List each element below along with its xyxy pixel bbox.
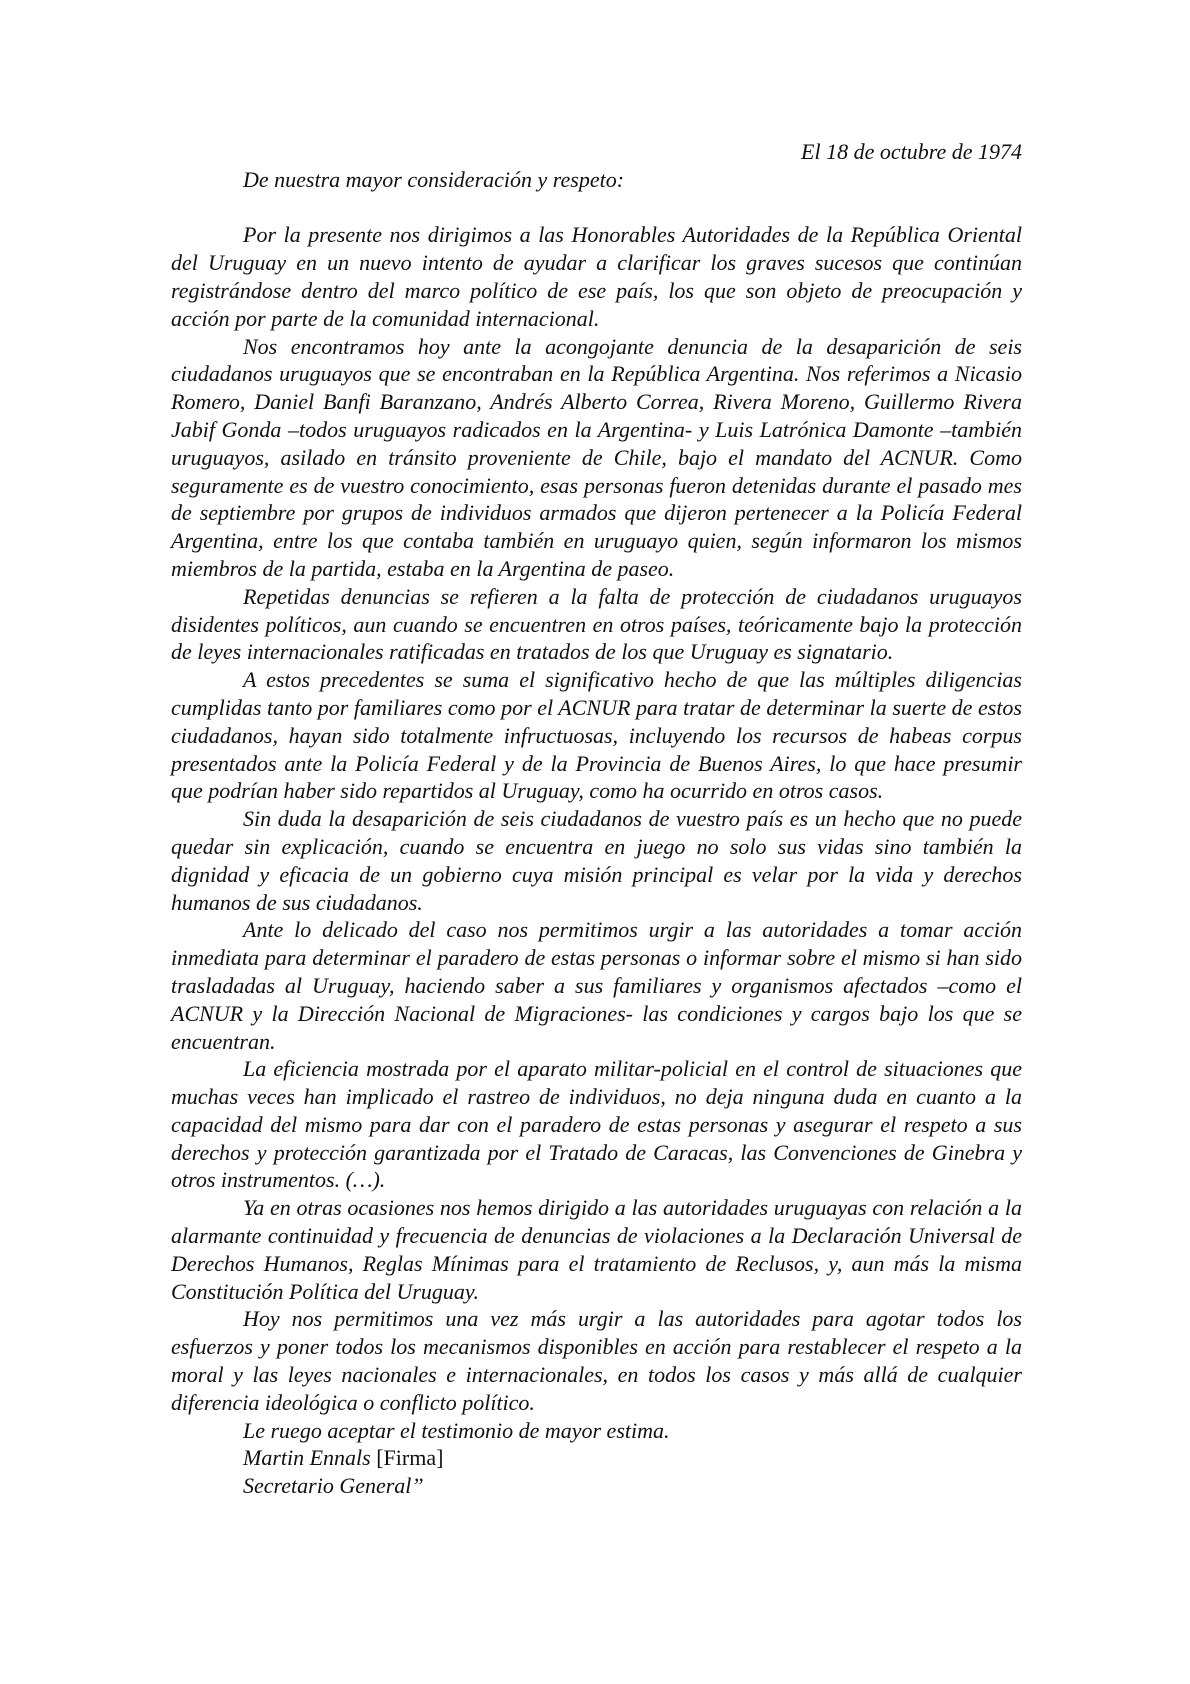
closing-line: Le ruego aceptar el testimonio de mayor estima.	[243, 1417, 670, 1443]
paragraph: Sin duda la desaparición de seis ciudadanos de vuestro país es un hecho que no puede quedar sin explicación, cuando se encuentra en juego no solo sus vidas sino también la dignidad y eficacia de un gobierno cuya misión principal es velar por la vida y derechos humanos de sus ciudadanos.	[171, 806, 1022, 915]
signature-note: [Firma]	[376, 1445, 444, 1471]
letter-page	[171, 138, 1022, 1500]
paragraph: Ante lo delicado del caso nos permitimos urgir a las autoridades a tomar acción inmediata para determinar el paradero de estas personas o informar sobre el mismo si han sido trasladadas al Uruguay, haciendo saber a sus familiares y organismos afectados –como el ACNUR y la Dirección Nacional de Migraciones- las condiciones y cargos bajo los que se encuentran.	[171, 917, 1022, 1054]
paragraph: A estos precedentes se suma el significativo hecho de que las múltiples diligencias cumplidas tanto por familiares como por el ACNUR para tratar de determinar la suerte de estos ciudadanos, hayan sido totalmente infructuosas, incluyendo los recursos de habeas corpus presentados ante la Policía Federal y de la Provincia de Buenos Aires, lo que hace presumir que podrían haber sido repartidos al Uruguay, como ha ocurrido en otros casos.	[171, 667, 1022, 804]
signer-title: Secretario General”	[243, 1473, 424, 1499]
paragraph: Hoy nos permitimos una vez más urgir a las autoridades para agotar todos los esfuerzos y poner todos los mecanismos disponibles en acción para restablecer el respeto a la moral y las leyes nacionales e internacionales, en todos los casos y más allá de cualquier diferencia ideológica o conflicto político.	[171, 1306, 1022, 1415]
paragraph: Ya en otras ocasiones nos hemos dirigido a las autoridades uruguayas con relación a la alarmante continuidad y frecuencia de denuncias de violaciones a la Declaración Universal de Derechos Humanos, Reglas Mínimas para el tratamiento de Reclusos, y, aun más la misma Constitución Política del Uruguay.	[171, 1195, 1022, 1304]
signature-line	[171, 1444, 1022, 1472]
paragraph: Por la presente nos dirigimos a las Honorables Autoridades de la República Oriental del Uruguay en un nuevo intento de ayudar a clarificar los graves sucesos que continúan registrándose dentro del marco político de ese país, los que son objeto de preocupación y acción por parte de la comunidad internacional.	[171, 222, 1022, 331]
paragraph: Nos encontramos hoy ante la acongojante denuncia de la desaparición de seis ciudadanos uruguayos que se encontraban en la República Argentina. Nos referimos a Nicasio Romero, Daniel Banfi Baranzano, Andrés Alberto Correa, Rivera Moreno, Guillermo Rivera Jabif Gonda –todos uruguayos radicados en la Argentina- y Luis Latrónica Damonte –también uruguayos, asilado en tránsito proveniente de Chile, bajo el mandato del ACNUR. Como seguramente es de vuestro conocimiento, esas personas fueron detenidas durante el pasado mes de septiembre por grupos de individuos armados que dijeron pertenecer a la Policía Federal Argentina, entre los que contaba también en uruguayo quien, según informaron los mismos miembros de la partida, estaba en la Argentina de paseo.	[171, 333, 1022, 581]
signer-name: Martin Ennals	[243, 1445, 371, 1471]
salutation: De nuestra mayor consideración y respeto:	[243, 166, 625, 192]
paragraph: Repetidas denuncias se refieren a la falta de protección de ciudadanos uruguayos disidentes políticos, aun cuando se encuentren en otros países, teóricamente bajo la protección de leyes internacionales ratificadas en tratados de los que Uruguay es signatario.	[171, 583, 1022, 665]
paragraph: La eficiencia mostrada por el aparato militar-policial en el control de situaciones que muchas veces han implicado el rastreo de individuos, no deja ninguna duda en cuanto a la capacidad del mismo para dar con el paradero de estas personas y asegurar el respeto a sus derechos y protección garantizada por el Tratado de Caracas, las Convenciones de Ginebra y otros instrumentos. (…).	[171, 1056, 1022, 1193]
letter-date: El 18 de octubre de 1974	[801, 139, 1022, 164]
